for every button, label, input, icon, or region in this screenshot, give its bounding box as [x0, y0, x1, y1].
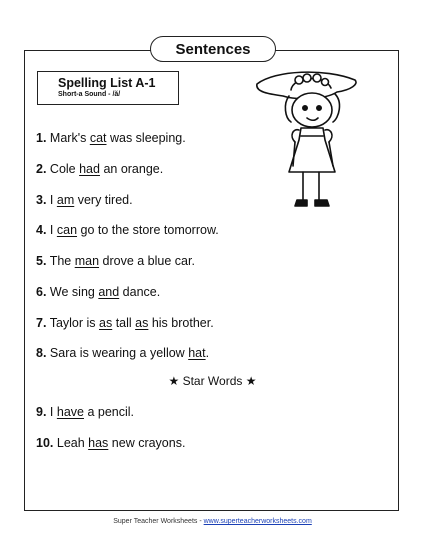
sentence-3: 3. I am very tired. [36, 193, 133, 207]
spelling-word: and [98, 285, 120, 299]
sentence-4: 4. I can go to the store tomorrow. [36, 223, 219, 237]
spelling-word: cat [89, 131, 107, 145]
page-title-text: Sentences [175, 40, 251, 58]
sentence-6: 6. We sing and dance. [36, 285, 161, 299]
spelling-word: had [79, 162, 100, 176]
spelling-word: man [74, 254, 100, 268]
spelling-list-title: Spelling List A-1 [58, 76, 156, 90]
sentence-8: 8. Sara is wearing a yellow hat. [36, 346, 210, 360]
sentence-10: 10. Leah has new crayons. [36, 436, 186, 450]
footer [0, 518, 425, 525]
spelling-list-subtitle: Short-a Sound - /ă/ [58, 91, 121, 98]
spelling-word: can [56, 223, 78, 237]
spelling-list-box [37, 71, 179, 105]
sentence-2: 2. Cole had an orange. [36, 162, 164, 176]
star-words-heading: ★ Star Words ★ [168, 374, 257, 388]
spelling-word: have [56, 405, 84, 419]
sentence-1: 1. Mark's cat was sleeping. [36, 131, 186, 145]
sentence-5: 5. The man drove a blue car. [36, 254, 195, 268]
sentence-9: 9. I have a pencil. [36, 405, 135, 419]
girl-with-hat-illustration [255, 70, 365, 220]
spelling-word: am [56, 193, 75, 207]
sentence-7: 7. Taylor is as tall as his brother. [36, 316, 214, 330]
footer-link[interactable]: www.superteacherworksheets.com [203, 518, 312, 525]
spelling-word: as [135, 316, 149, 330]
spelling-word: as [99, 316, 113, 330]
footer-text: Super Teacher Worksheets - [113, 518, 204, 525]
spelling-word: has [88, 436, 109, 450]
spelling-word: hat [188, 346, 206, 360]
page-title [150, 36, 276, 62]
